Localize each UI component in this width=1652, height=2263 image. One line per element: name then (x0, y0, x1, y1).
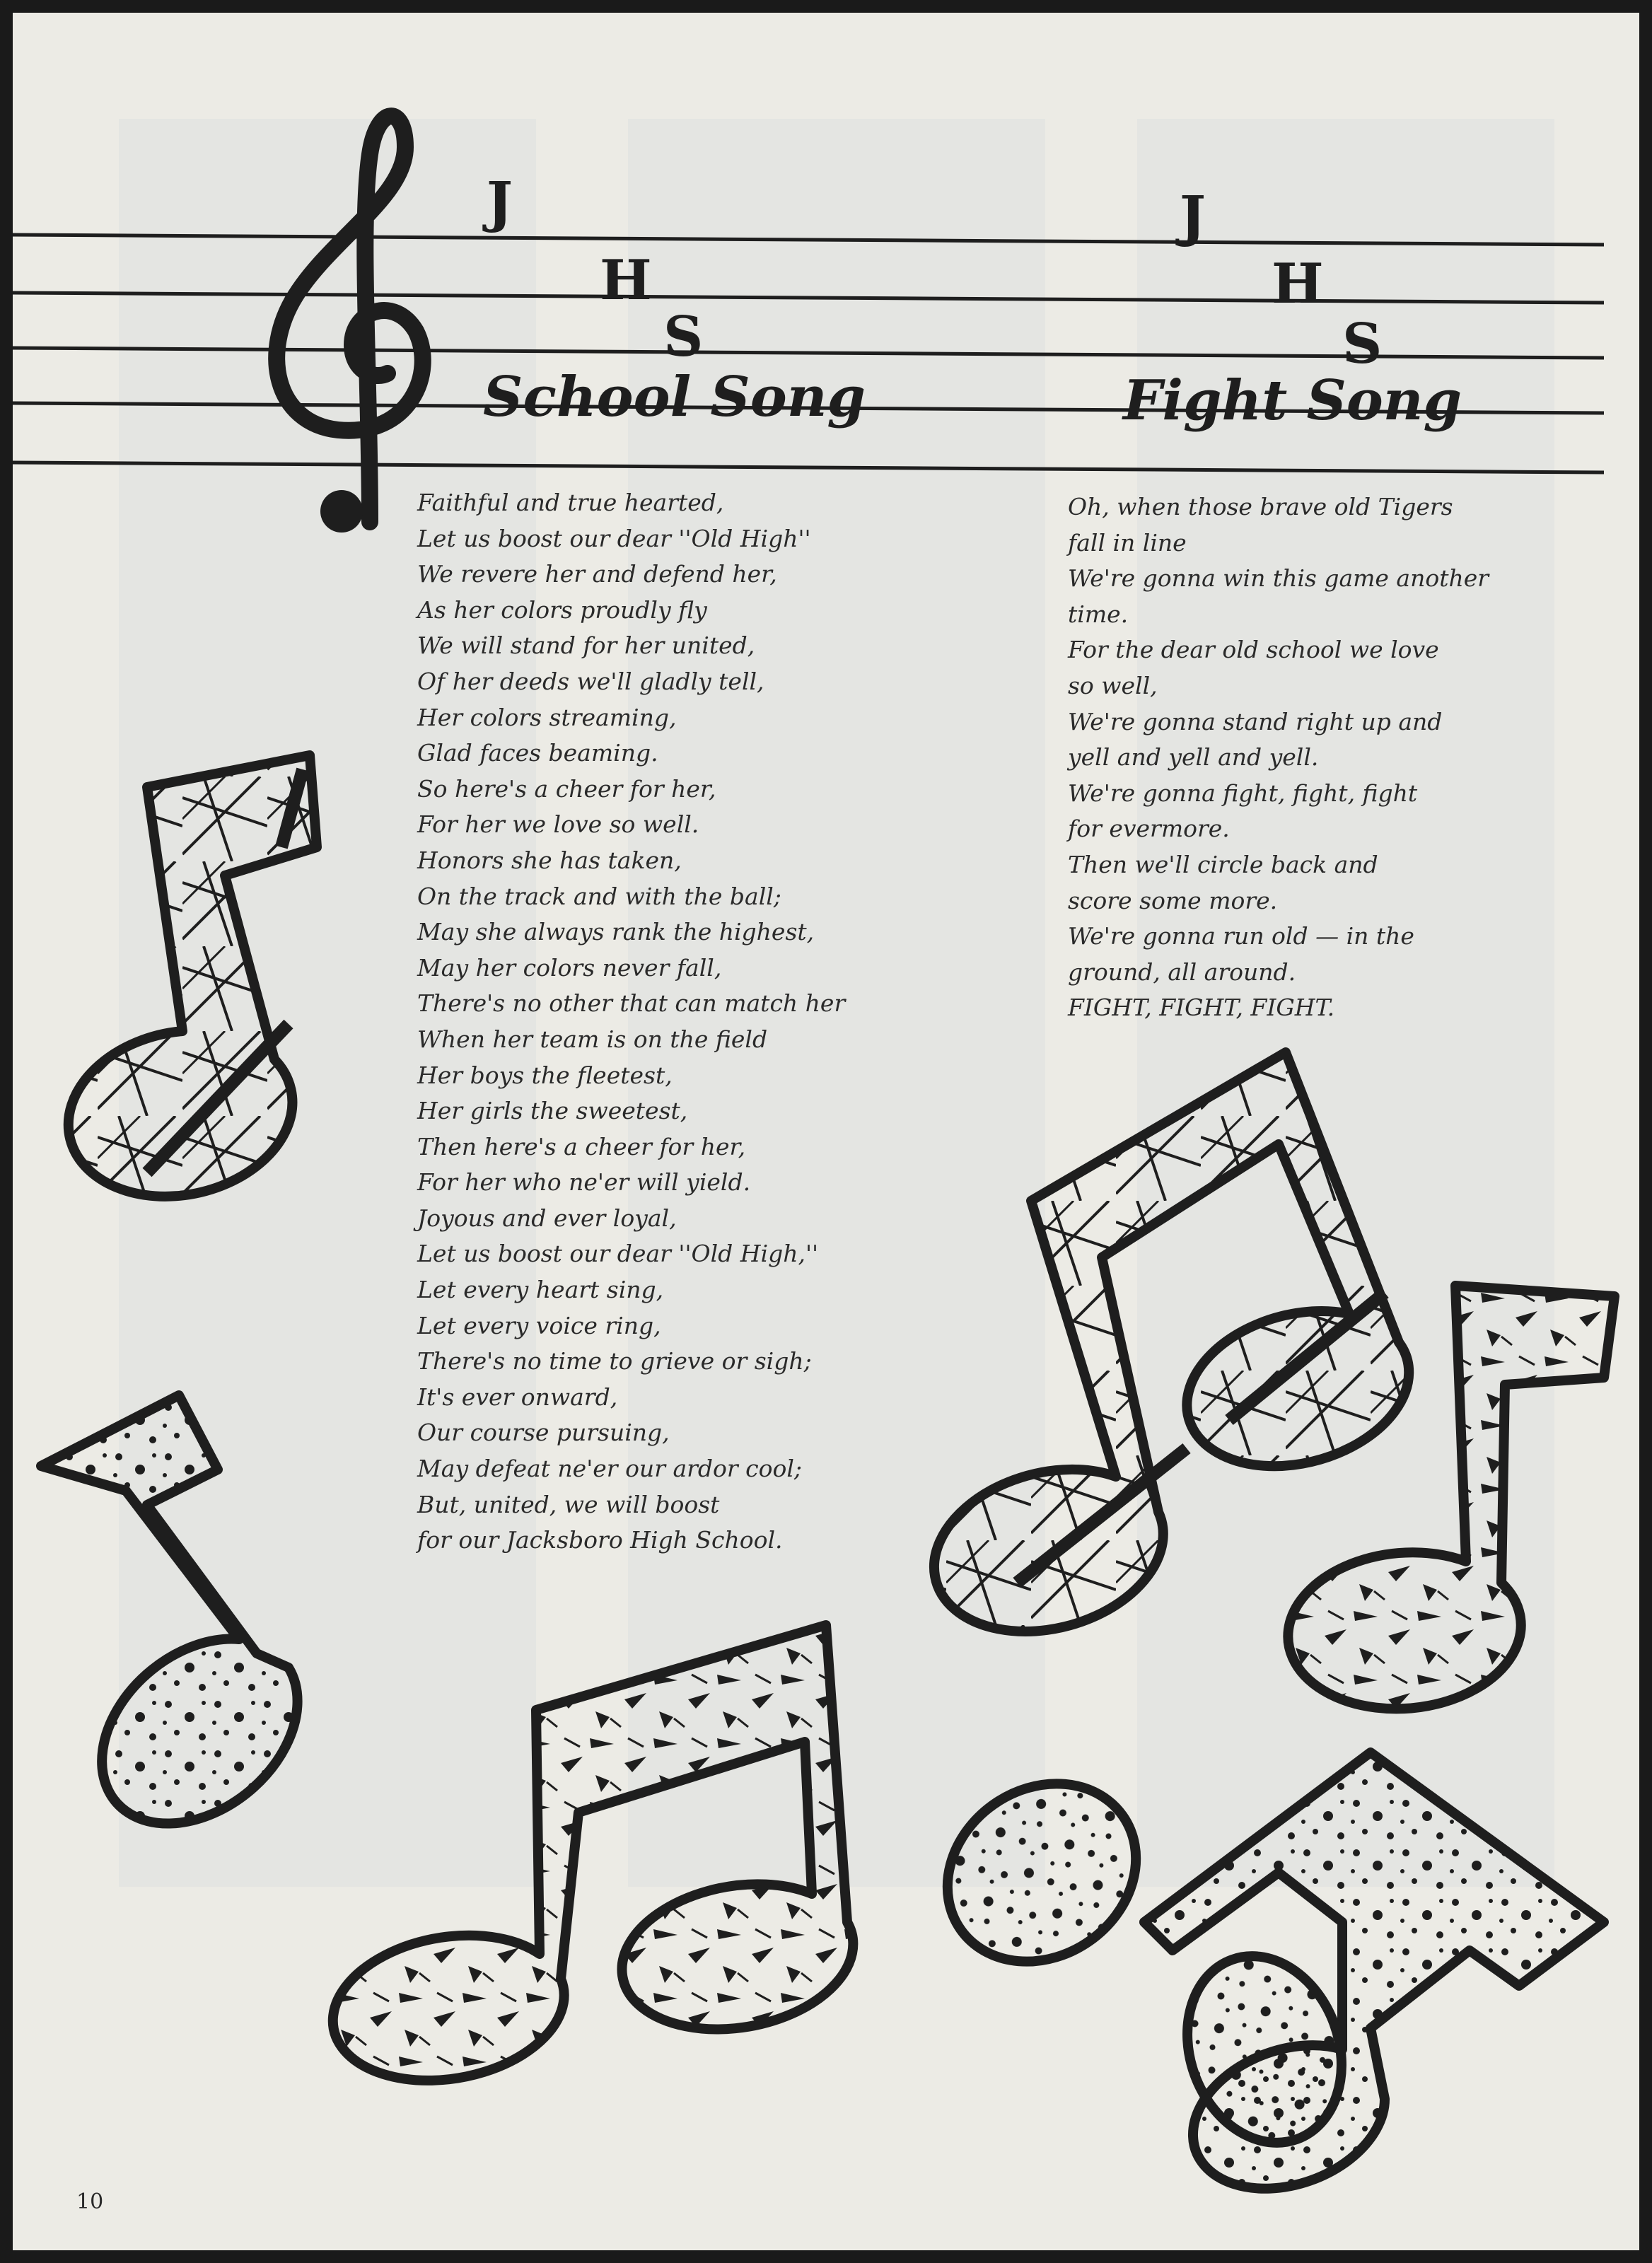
header-letter-j: J (487, 170, 513, 235)
lyric-line: There's no other that can match her (417, 989, 846, 1018)
lyric-line: On the track and with the ball; (417, 882, 781, 910)
lyric-line: for our Jacksboro High School. (417, 1526, 783, 1554)
lyric-line: We're gonna win this game another (1068, 564, 1489, 593)
lyric-line: There's no time to grieve or sigh; (417, 1347, 812, 1375)
fight-song-title: Fight Song (1123, 368, 1462, 433)
lyric-line: so well, (1068, 671, 1158, 699)
header-letter-h: H (600, 248, 652, 313)
lyric-line: Her girls the sweetest, (417, 1097, 688, 1125)
lyric-line: We're gonna stand right up and (1068, 707, 1443, 735)
page-number: 10 (76, 2189, 104, 2214)
treble-clef-icon (277, 116, 423, 533)
lyric-line: for evermore. (1068, 815, 1230, 843)
lyric-line: We revere her and defend her, (417, 560, 777, 588)
lyric-line: Our course pursuing, (417, 1419, 670, 1447)
fight-song-lyrics (1068, 489, 1489, 1026)
header-letter-h: H (1272, 252, 1324, 316)
lyric-line: Then here's a cheer for her, (417, 1132, 746, 1160)
lyric-line: Let every voice ring, (417, 1311, 661, 1339)
lyric-line: score some more. (1068, 886, 1278, 914)
lyric-line: time. (1068, 600, 1129, 628)
lyric-line: We're gonna run old — in the (1068, 922, 1414, 950)
lyric-line: yell and yell and yell. (1068, 743, 1319, 772)
lyric-line: For the dear old school we love (1068, 636, 1439, 664)
school-song-lyrics (417, 485, 845, 1559)
stained-glass-notes-icon (934, 1052, 1409, 1631)
lyric-line: Let us boost our dear ''Old High,'' (417, 1240, 819, 1268)
lyric-line: May she always rank the highest, (417, 918, 815, 946)
lyric-line: Faithful and true hearted, (417, 489, 724, 516)
lyric-line: Glad faces beaming. (417, 739, 658, 767)
lyric-line: For her we love so well. (417, 810, 699, 839)
lyric-line: FIGHT, FIGHT, FIGHT. (1068, 994, 1335, 1022)
lyric-line: Oh, when those brave old Tigers (1068, 493, 1453, 520)
lyric-line: But, united, we will boost (417, 1490, 720, 1518)
lyric-line: Of her deeds we'll gladly tell, (417, 667, 764, 695)
lyric-line: It's ever onward, (417, 1383, 618, 1411)
lyric-line: Let every heart sing, (417, 1276, 664, 1304)
lyric-line: Her colors streaming, (417, 703, 677, 731)
lyric-line: We're gonna fight, fight, fight (1068, 779, 1418, 807)
lyric-line: As her colors proudly fly (417, 595, 707, 624)
lyric-line: May her colors never fall, (417, 953, 722, 982)
header-letter-s: S (663, 305, 704, 369)
lyric-line: Honors she has taken, (417, 846, 682, 874)
lyric-line: Joyous and ever loyal, (417, 1204, 677, 1232)
lyric-line: Her boys the fleetest, (417, 1061, 673, 1089)
speckled-note-icon (41, 1395, 298, 1824)
lyric-line: May defeat ne'er our ardor cool; (417, 1455, 803, 1483)
lyric-line: We will stand for her united, (417, 632, 755, 660)
lyric-line: Then we'll circle back and (1068, 850, 1378, 878)
lyric-line: fall in line (1068, 528, 1187, 557)
header-letter-s: S (1342, 312, 1383, 376)
lyric-line: For her who ne'er will yield. (417, 1168, 751, 1197)
lyric-line: Let us boost our dear ''Old High'' (417, 524, 811, 552)
lyric-line: So here's a cheer for her, (417, 774, 716, 803)
school-song-title: School Song (483, 365, 866, 429)
yearbook-page (13, 13, 1639, 2250)
beamed-notes-icon (333, 1625, 854, 2081)
speckled-beamed-notes-icon (913, 1747, 1604, 2189)
lyric-line: When her team is on the field (417, 1025, 768, 1053)
lyric-line: ground, all around. (1068, 958, 1296, 986)
header-letter-j: J (1180, 185, 1206, 249)
